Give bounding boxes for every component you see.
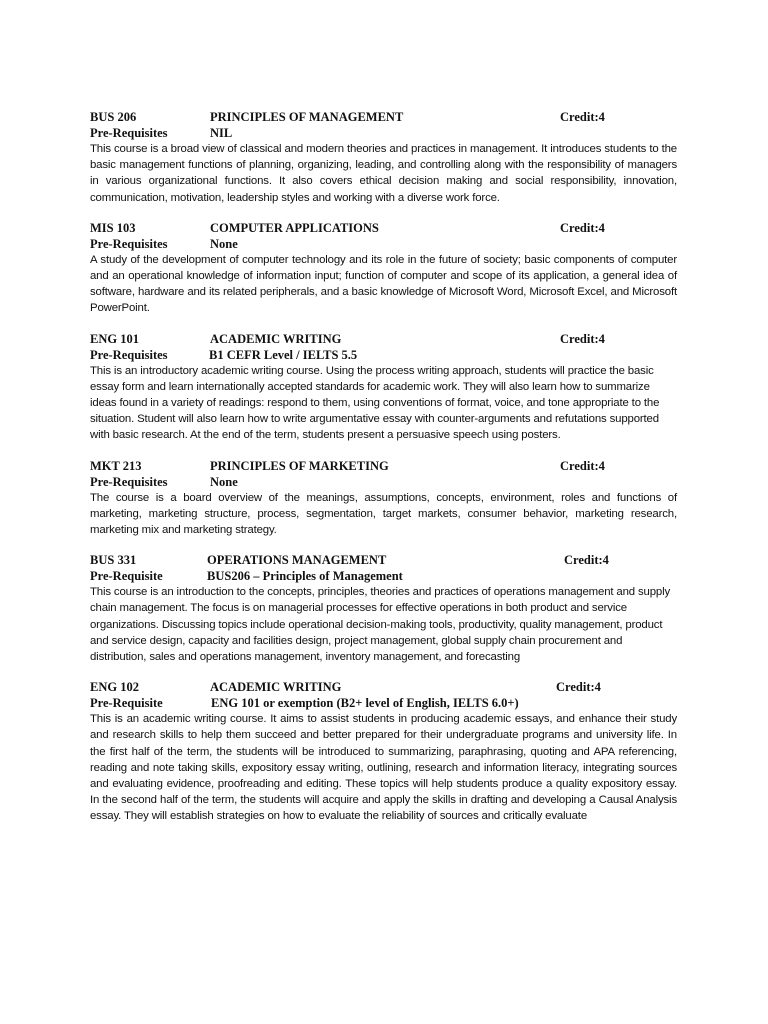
course-code: ENG 101 [90,331,139,346]
prereq-label: Pre-Requisites [90,126,168,140]
course-credit: Credit:4 [560,220,605,235]
course-entry-bus331 [90,552,677,665]
course-prerequisite [90,695,677,711]
course-code: MIS 103 [90,220,136,235]
course-header [90,552,677,568]
course-code: BUS 206 [90,110,137,124]
course-credit: Credit:4 [560,458,605,473]
prereq-label: Pre-Requisite [90,696,163,711]
course-description: The course is a board overview of the meanings, assumptions, concepts, environment, roles and functions of marketing, marketing structure, process, segmentation, target markets, consumer behavior, marketing research, marketing mix and marketing strategy. [90,491,677,537]
prereq-label: Pre-Requisite [90,569,163,584]
course-description: This course is a broad view of classical and modern theories and practices in management. It introduces students to the basic management functions of planning, organizing, leading, and controlling along with the responsibility of managers in various organizational functions. It also covers ethical decision making and social responsibility, innovation, communication, motivation, leadership styles and working with a diverse work force. [90,143,677,204]
course-credit: Credit:4 [560,110,605,124]
course-code: MKT 213 [90,458,142,473]
course-header [90,458,677,474]
course-title: COMPUTER APPLICATIONS [210,220,379,235]
course-title: ACADEMIC WRITING [210,331,342,346]
course-description: This is an introductory academic writing course. Using the process writing approach, students will practice the basic essay form and learn internationally accepted standards for academic work. They will also learn how to summarize ideas found in a variety of readings: respond to them, using conventions of format, voice, and tone appropriate to the situation. Student will also learn how to write argumentative essay with counter-arguments and refutations supported with basic research. At the end of the term, students present a persuasive speech using posters. [90,364,660,442]
course-prerequisite [90,568,677,584]
course-code: ENG 102 [90,680,139,695]
course-entry-mkt213 [90,458,677,539]
course-prerequisite [90,236,677,252]
course-entry-eng102 [90,679,677,824]
course-credit: Credit:4 [560,331,605,346]
course-entry-bus206 [90,109,677,206]
course-header [90,109,677,125]
prereq-value: NIL [210,126,233,140]
course-code: BUS 331 [90,553,137,568]
prereq-value: B1 CEFR Level / IELTS 5.5 [209,347,358,362]
course-entry-eng101 [90,331,677,444]
course-description: This is an academic writing course. It aims to assist students in producing academic essays, and enhance their study and research skills to help them succeed and better prepared for their undergraduate programs and university life. In the first half of the term, the students will be introduced to summarizing, paraphrasing, quoting and APA referencing, reading and note taking skills, expository essay writing, outlining, research and information literacy, integrating sources and evaluating evidence, proofreading and editing. These topics will help students produce a quality expository essay. In the second half of the term, the students will acquire and apply the skills in drafting and developing a Causal Analysis essay. They will establish strategies on how to evaluate the reliability of sources and critically evaluate [90,713,677,823]
course-description: This course is an introduction to the concepts, principles, theories and practices of operations management and supply chain management. The focus is on managerial processes for effective operations in both product and service organizations. Discussing topics include operational decision-making tools, productivity, quality management, product and service design, capacity and facilities design, project management, global supply chain procurement and distribution, sales and operations management, inventory management, and forecasting [90,586,671,664]
prereq-value: None [210,236,238,251]
course-title: PRINCIPLES OF MANAGEMENT [210,110,404,124]
prereq-label: Pre-Requisites [90,347,168,362]
course-catalog-page [90,109,677,839]
course-credit: Credit:4 [556,680,601,695]
course-description: A study of the development of computer technology and its role in the future of society; basic components of computer and an operational knowledge of information input; function of computer and scope of its application, a general idea of software, hardware and its related peripherals, and a basic knowledge of Microsoft Word, Microsoft Excel, and Microsoft PowerPoint. [90,253,677,315]
prereq-value: None [210,474,238,489]
prereq-label: Pre-Requisites [90,474,168,489]
course-entry-mis103 [90,220,677,317]
course-title: ACADEMIC WRITING [210,680,342,695]
course-header [90,331,677,347]
course-header [90,679,677,695]
course-prerequisite [90,347,677,363]
course-title: OPERATIONS MANAGEMENT [207,553,387,568]
prereq-value: ENG 101 or exemption (B2+ level of English, IELTS 6.0+) [211,696,519,711]
course-credit: Credit:4 [564,553,609,568]
course-header [90,220,677,236]
course-prerequisite [90,125,677,141]
course-prerequisite [90,474,677,490]
prereq-label: Pre-Requisites [90,236,168,251]
prereq-value: BUS206 – Principles of Management [207,569,403,584]
course-title: PRINCIPLES OF MARKETING [210,458,389,473]
